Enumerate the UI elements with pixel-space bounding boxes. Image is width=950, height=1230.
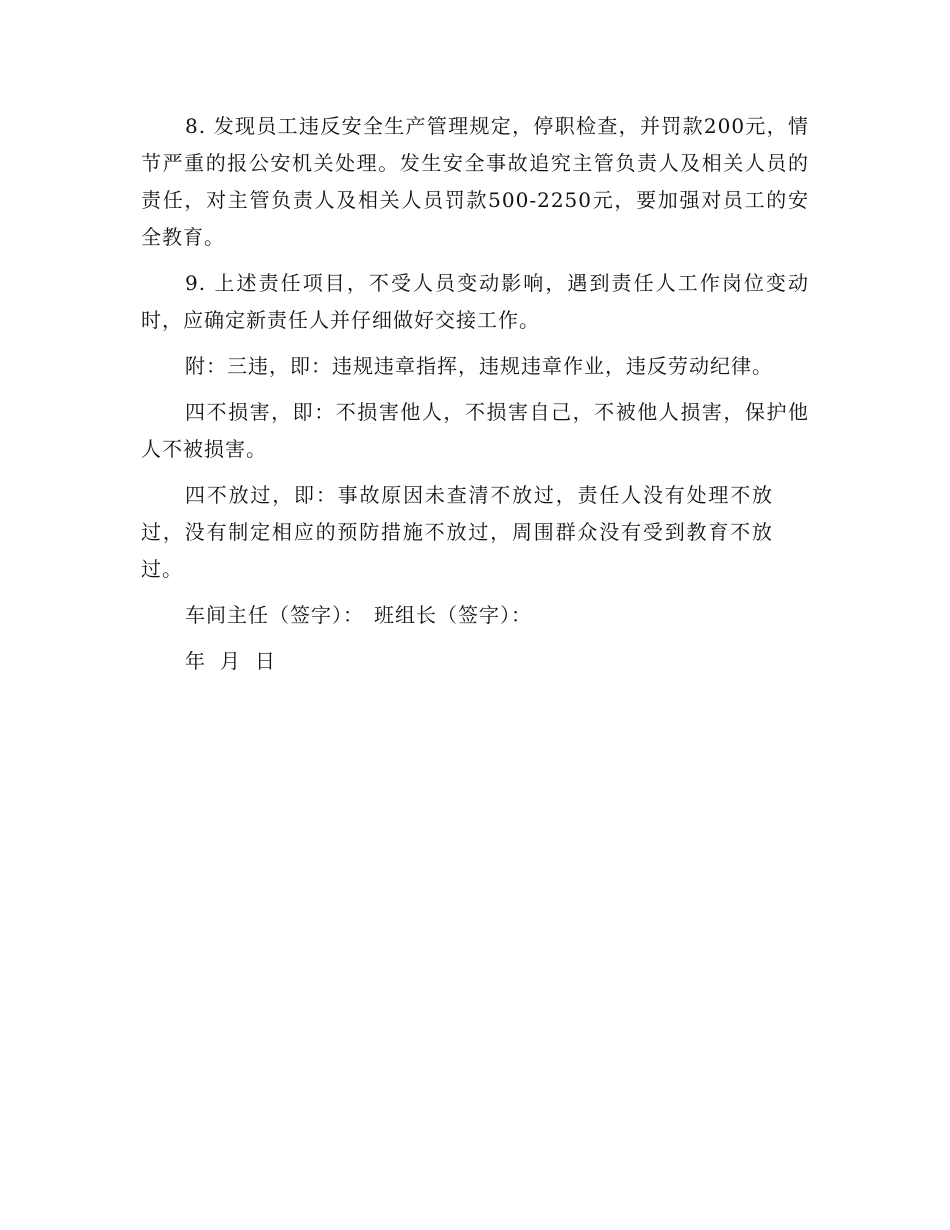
paragraph-item-9: 9. 上述责任项目，不受人员变动影响，遇到责任人工作岗位变动时，应确定新责任人并仔细做好交接工作。 — [141, 271, 809, 332]
document-body — [141, 108, 809, 680]
team-leader-signature-label: 班组长（签字）： — [374, 603, 532, 627]
paragraph-appendix-three-violations: 附：三违，即：违规违章指挥，违规违章作业，违反劳动纪律。 — [185, 354, 773, 378]
date-year-label: 年 — [185, 649, 206, 673]
date-line — [141, 643, 809, 680]
paragraph-four-no-harm: 四不损害，即：不损害他人，不损害自己，不被他人损害，保护他人不被损害。 — [141, 400, 809, 461]
date-month-label: 月 — [220, 649, 241, 673]
date-day-label: 日 — [255, 649, 276, 673]
paragraph-four-no-letting-go: 四不放过，即：事故原因未查清不放过，责任人没有处理不放过，没有制定相应的预防措施不放过，周围群众没有受到教育不放过。 — [141, 483, 773, 581]
signature-line — [141, 597, 809, 634]
workshop-director-signature-label: 车间主任（签字）： — [185, 603, 364, 627]
paragraph-item-8: 8. 发现员工违反安全生产管理规定，停职检查，并罚款200元，情节严重的报公安机关处理。发生安全事故追究主管负责人及相关人员的责任，对主管负责人及相关人员罚款500-2250元，要加强对员工的安全教育。 — [141, 114, 809, 249]
